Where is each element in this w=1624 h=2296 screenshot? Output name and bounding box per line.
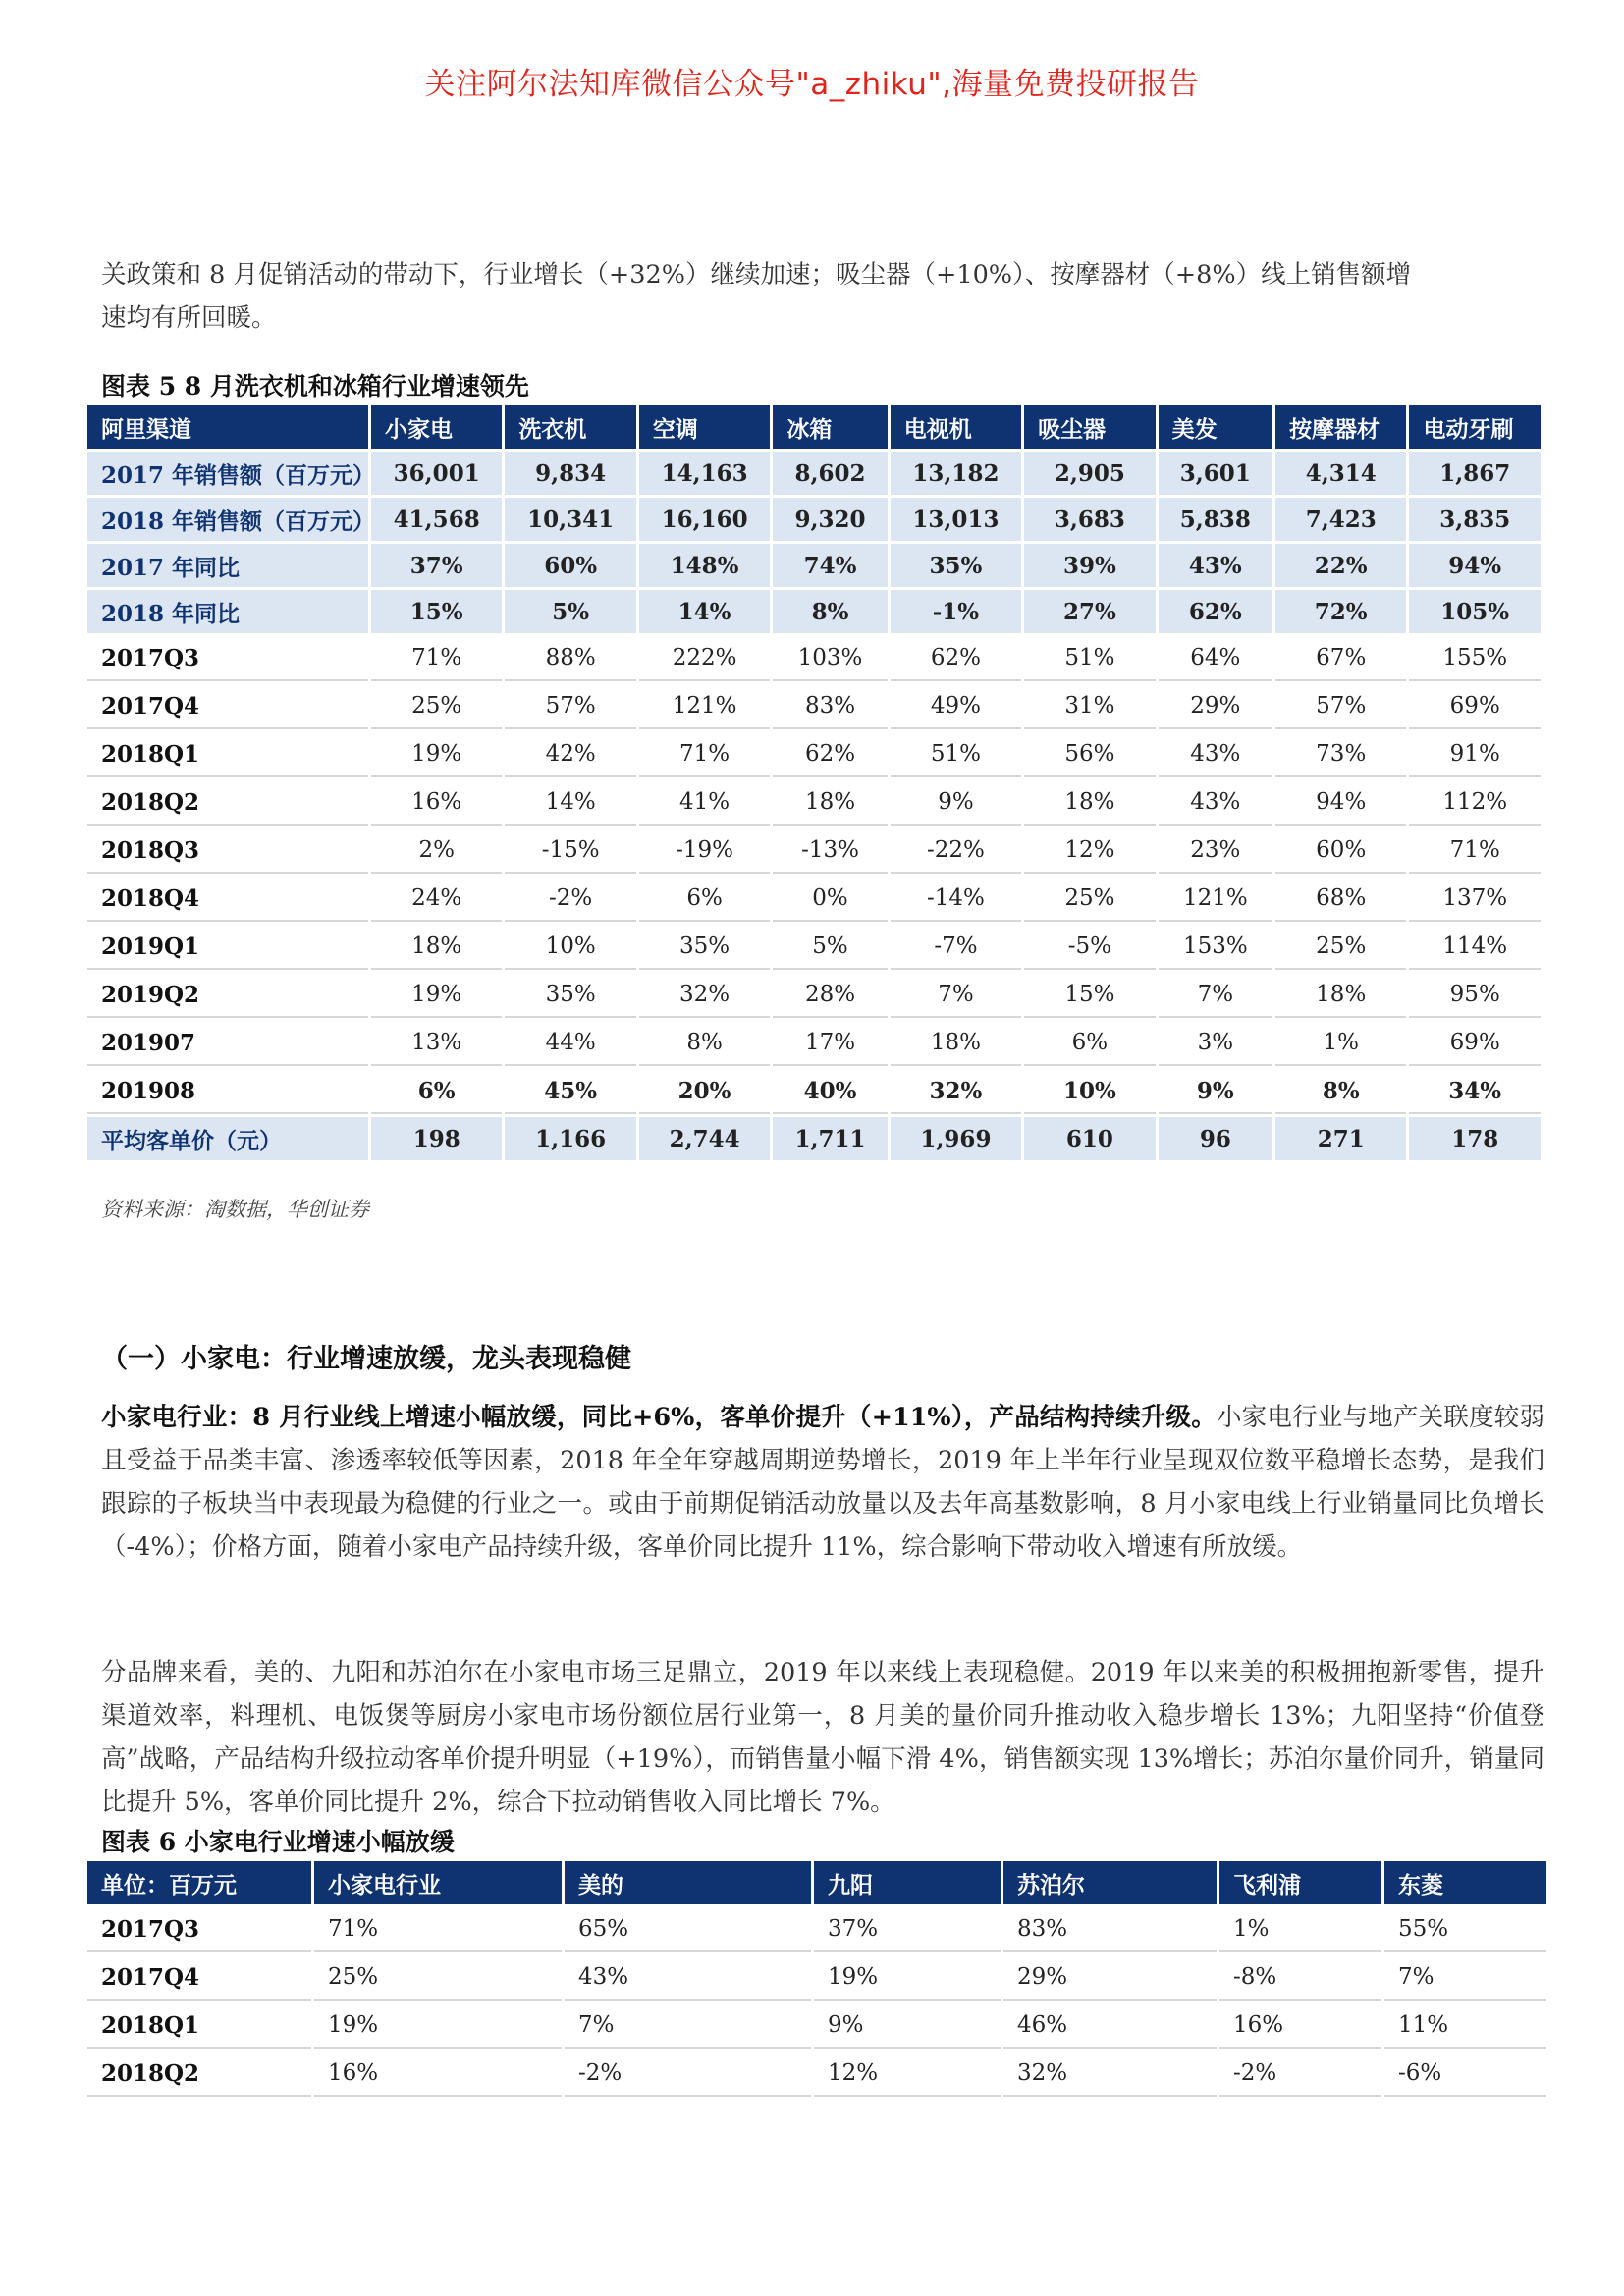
table-cell: 16,160 <box>639 498 770 541</box>
table-cell: -15% <box>505 828 635 874</box>
table-cell: 60% <box>1275 828 1406 874</box>
table-cell: 105% <box>1409 590 1541 633</box>
table6-header-5: 飞利浦 <box>1219 1861 1381 1904</box>
table-row <box>87 590 1541 633</box>
table-cell: 271 <box>1275 1117 1406 1160</box>
table-cell: 18% <box>891 1021 1021 1066</box>
table-cell: 3,835 <box>1409 498 1541 541</box>
table-cell: 14,163 <box>639 452 770 495</box>
table5-header-1: 小家电 <box>371 405 502 449</box>
table-cell: 62% <box>891 636 1021 681</box>
table-cell: 19% <box>371 973 502 1018</box>
table-cell: 155% <box>1409 636 1541 681</box>
table-cell: 15% <box>1024 973 1155 1018</box>
table-cell: 95% <box>1409 973 1541 1018</box>
table-row <box>87 2052 1546 2097</box>
table-cell: 40% <box>773 1069 887 1114</box>
row-label: 2019Q1 <box>87 925 368 970</box>
table-cell: 14% <box>639 590 770 633</box>
section-heading: （一）小家电：行业增速放缓，龙头表现稳健 <box>101 1344 631 1374</box>
table-cell: 148% <box>639 544 770 587</box>
table5-header-8: 按摩器材 <box>1275 405 1406 449</box>
table-cell: 25% <box>1024 877 1155 922</box>
table-cell: 13% <box>371 1021 502 1066</box>
table-cell: 1% <box>1219 1907 1381 1952</box>
table-cell: 10% <box>505 925 635 970</box>
section-paragraph-2: 分品牌来看，美的、九阳和苏泊尔在小家电市场三足鼎立，2019 年以来线上表现稳健。2019 年以来美的积极拥抱新零售，提升渠道效率，料理机、电饭煲等厨房小家电市场份额位居行业第一，8 月美的量价同升推动收入稳步增长 13%；九阳坚持“价值登高”战略，产品结构升级拉动客单价提升明显（+19%），而销售量小幅下滑 4%，销售额实现 13%增长；苏泊尔量价同升，销量同比提升 5%，客单价同比提升 2%，综合下拉动销售收入同比增长 7%。 <box>101 1658 1544 1817</box>
table-cell: 71% <box>1409 828 1541 874</box>
table-cell: 3,601 <box>1159 452 1272 495</box>
table-cell: 56% <box>1024 732 1155 777</box>
table-cell: 62% <box>1159 590 1272 633</box>
table6-caption: 图表 6 小家电行业增速小幅放缓 <box>101 1828 455 1856</box>
table-cell: 43% <box>565 1955 811 2001</box>
table-cell: 3% <box>1159 1021 1272 1066</box>
table-cell: 8,602 <box>773 452 887 495</box>
table-cell: 2% <box>371 828 502 874</box>
table-cell: 25% <box>314 1955 562 2001</box>
table-cell: 2,744 <box>639 1117 770 1160</box>
table-cell: 62% <box>773 732 887 777</box>
table-cell: 51% <box>1024 636 1155 681</box>
table-row <box>87 828 1541 874</box>
table-cell: 19% <box>371 732 502 777</box>
row-label: 2018Q4 <box>87 877 368 922</box>
row-label: 2018 年销售额（百万元） <box>87 498 368 541</box>
table-cell: 74% <box>773 544 887 587</box>
table-cell: 46% <box>1003 2003 1217 2049</box>
table5-caption: 图表 5 8 月洗衣机和冰箱行业增速领先 <box>101 372 529 400</box>
paragraph-1-body: 小家电行业与地产关联度较弱且受益于品类丰富、渗透率较低等因素，2018 年全年穿越周期逆势增长，2019 年上半年行业呈现双位数平稳增长态势，是我们跟踪的子板块当中表现最为稳健的行业之一。或由于前期促销活动放量以及去年高基数影响，8 月小家电线上行业销量同比负增长（-4%）；价格方面，随着小家电产品持续升级，客单价同比提升 11%，综合影响下带动收入增速有所放缓。 <box>101 1403 1544 1562</box>
table-cell: 18% <box>371 925 502 970</box>
table-cell: 10,341 <box>505 498 635 541</box>
table-cell: 5% <box>505 590 635 633</box>
table5-sales-growth <box>84 402 1543 1163</box>
table-row <box>87 1069 1541 1114</box>
table-cell: 9% <box>814 2003 1001 2049</box>
table-cell: 6% <box>639 877 770 922</box>
table-row <box>87 684 1541 729</box>
table-cell: -1% <box>891 590 1021 633</box>
table-cell: 198 <box>371 1117 502 1160</box>
table-cell: 2,905 <box>1024 452 1155 495</box>
row-label: 2017 年销售额（百万元） <box>87 452 368 495</box>
table-cell: 73% <box>1275 732 1406 777</box>
table-cell: 5,838 <box>1159 498 1272 541</box>
table-cell: 51% <box>891 732 1021 777</box>
table-row <box>87 452 1541 495</box>
table-cell: 43% <box>1159 544 1272 587</box>
row-label: 平均客单价（元） <box>87 1117 368 1160</box>
table-cell: 69% <box>1409 684 1541 729</box>
table-cell: 12% <box>1024 828 1155 874</box>
table-cell: 20% <box>639 1069 770 1114</box>
table-cell: 35% <box>639 925 770 970</box>
table-row <box>87 732 1541 777</box>
table-cell: 32% <box>1003 2052 1217 2097</box>
table-cell: 13,013 <box>891 498 1021 541</box>
table-cell: 18% <box>773 780 887 826</box>
row-label: 2017Q4 <box>87 1955 311 2001</box>
table-cell: 16% <box>371 780 502 826</box>
table-cell: 34% <box>1409 1069 1541 1114</box>
table-row <box>87 1907 1546 1952</box>
intro-line-2: 速均有所回暖。 <box>101 303 277 333</box>
table6-header-1: 小家电行业 <box>314 1861 562 1904</box>
table-cell: 41% <box>639 780 770 826</box>
table5-header-3: 空调 <box>639 405 770 449</box>
table-cell: 69% <box>1409 1021 1541 1066</box>
table-cell: -2% <box>565 2052 811 2097</box>
table-cell: 37% <box>814 1907 1001 1952</box>
row-label: 2018Q3 <box>87 828 368 874</box>
table-cell: 88% <box>505 636 635 681</box>
row-label: 2018Q1 <box>87 2003 311 2049</box>
watermark-banner: 关注阿尔法知库微信公众号"a_zhiku",海量免费投研报告 <box>424 67 1200 102</box>
table-cell: 43% <box>1159 732 1272 777</box>
table-cell: 222% <box>639 636 770 681</box>
table-cell: -2% <box>505 877 635 922</box>
table5-header-row <box>87 405 1541 449</box>
table6-header-row <box>87 1861 1546 1904</box>
table-row <box>87 636 1541 681</box>
table-cell: 13,182 <box>891 452 1021 495</box>
table-cell: 7% <box>891 973 1021 1018</box>
table6-brand-growth <box>84 1858 1549 2100</box>
table-cell: 0% <box>773 877 887 922</box>
table5-header-7: 美发 <box>1159 405 1272 449</box>
table-cell: 71% <box>314 1907 562 1952</box>
table-cell: -7% <box>891 925 1021 970</box>
row-label: 2018Q2 <box>87 780 368 826</box>
table6-header-4: 苏泊尔 <box>1003 1861 1217 1904</box>
intro-paragraph <box>101 253 1544 340</box>
table-cell: 42% <box>505 732 635 777</box>
row-label: 2017 年同比 <box>87 544 368 587</box>
table-cell: 23% <box>1159 828 1272 874</box>
table-cell: 610 <box>1024 1117 1155 1160</box>
table5-header-6: 吸尘器 <box>1024 405 1155 449</box>
table-row <box>87 1117 1541 1160</box>
table-cell: 6% <box>1024 1021 1155 1066</box>
table-cell: -22% <box>891 828 1021 874</box>
table-cell: 4,314 <box>1275 452 1406 495</box>
table-cell: 10% <box>1024 1069 1155 1114</box>
table5-source: 资料来源：淘数据，华创证券 <box>101 1198 369 1221</box>
table-row <box>87 498 1541 541</box>
table-cell: 8% <box>1275 1069 1406 1114</box>
table-cell: 31% <box>1024 684 1155 729</box>
table-cell: 43% <box>1159 780 1272 826</box>
table-cell: -8% <box>1219 1955 1381 2001</box>
table-cell: 65% <box>565 1907 811 1952</box>
table-cell: 11% <box>1384 2003 1546 2049</box>
table-cell: 49% <box>891 684 1021 729</box>
table-cell: 37% <box>371 544 502 587</box>
table-cell: 94% <box>1409 544 1541 587</box>
table-cell: 27% <box>1024 590 1155 633</box>
row-label: 2018Q1 <box>87 732 368 777</box>
table-cell: 22% <box>1275 544 1406 587</box>
table-cell: 57% <box>1275 684 1406 729</box>
table-cell: 5% <box>773 925 887 970</box>
table-cell: 96 <box>1159 1117 1272 1160</box>
table6-header-3: 九阳 <box>814 1861 1001 1904</box>
table-cell: 68% <box>1275 877 1406 922</box>
table-cell: 19% <box>314 2003 562 2049</box>
table-cell: 1,867 <box>1409 452 1541 495</box>
table-cell: 29% <box>1003 1955 1217 2001</box>
table-cell: 153% <box>1159 925 1272 970</box>
table-cell: 24% <box>371 877 502 922</box>
table-cell: 8% <box>639 1021 770 1066</box>
table6-header-2: 美的 <box>565 1861 811 1904</box>
table-cell: 64% <box>1159 636 1272 681</box>
table-cell: 72% <box>1275 590 1406 633</box>
table-cell: 19% <box>814 1955 1001 2001</box>
section-paragraph-1 <box>101 1396 1544 1569</box>
table-cell: 114% <box>1409 925 1541 970</box>
table-cell: -13% <box>773 828 887 874</box>
table5-header-2: 洗衣机 <box>505 405 635 449</box>
table-cell: 103% <box>773 636 887 681</box>
table-cell: 18% <box>1024 780 1155 826</box>
table5-header-9: 电动牙刷 <box>1409 405 1541 449</box>
table-cell: 35% <box>891 544 1021 587</box>
table-cell: 18% <box>1275 973 1406 1018</box>
table-cell: 9,834 <box>505 452 635 495</box>
table-row <box>87 877 1541 922</box>
table-cell: 9,320 <box>773 498 887 541</box>
table-cell: 25% <box>1275 925 1406 970</box>
table-cell: 1,711 <box>773 1117 887 1160</box>
table5-header-0: 阿里渠道 <box>87 405 368 449</box>
table-cell: 7,423 <box>1275 498 1406 541</box>
table-cell: 15% <box>371 590 502 633</box>
table-cell: 25% <box>371 684 502 729</box>
table-cell: 28% <box>773 973 887 1018</box>
table-cell: 60% <box>505 544 635 587</box>
table-cell: 32% <box>639 973 770 1018</box>
table-cell: 7% <box>1159 973 1272 1018</box>
table-cell: 39% <box>1024 544 1155 587</box>
table-cell: 12% <box>814 2052 1001 2097</box>
table-row <box>87 780 1541 826</box>
paragraph-1-lead: 小家电行业：8 月行业线上增速小幅放缓，同比+6%，客单价提升（+11%），产品结构持续升级。 <box>101 1403 1217 1432</box>
table-cell: 17% <box>773 1021 887 1066</box>
table-cell: 7% <box>565 2003 811 2049</box>
row-label: 201908 <box>87 1069 368 1114</box>
table-cell: 57% <box>505 684 635 729</box>
table-cell: 16% <box>1219 2003 1381 2049</box>
table-cell: 45% <box>505 1069 635 1114</box>
table-cell: 71% <box>371 636 502 681</box>
row-label: 201907 <box>87 1021 368 1066</box>
table-cell: 1% <box>1275 1021 1406 1066</box>
table-cell: 137% <box>1409 877 1541 922</box>
table-cell: 14% <box>505 780 635 826</box>
table-cell: 91% <box>1409 732 1541 777</box>
table-cell: -19% <box>639 828 770 874</box>
table-cell: 32% <box>891 1069 1021 1114</box>
table-cell: 9% <box>891 780 1021 826</box>
table6-header-6: 东菱 <box>1384 1861 1546 1904</box>
table-cell: 121% <box>639 684 770 729</box>
table6-header-0: 单位：百万元 <box>87 1861 311 1904</box>
table-cell: 9% <box>1159 1069 1272 1114</box>
table-cell: 41,568 <box>371 498 502 541</box>
table-cell: 1,969 <box>891 1117 1021 1160</box>
table-row <box>87 1955 1546 2001</box>
table-cell: 67% <box>1275 636 1406 681</box>
table-cell: 7% <box>1384 1955 1546 2001</box>
table-cell: 8% <box>773 590 887 633</box>
table-row <box>87 544 1541 587</box>
table-cell: 55% <box>1384 1907 1546 1952</box>
table-cell: -14% <box>891 877 1021 922</box>
intro-line-1: 关政策和 8 月促销活动的带动下，行业增长（+32%）继续加速；吸尘器（+10%）、按摩器材（+8%）线上销售额增 <box>101 260 1412 290</box>
row-label: 2017Q3 <box>87 1907 311 1952</box>
table-cell: 178 <box>1409 1117 1541 1160</box>
table-cell: 16% <box>314 2052 562 2097</box>
table-row <box>87 1021 1541 1066</box>
table-row <box>87 925 1541 970</box>
table-cell: 83% <box>1003 1907 1217 1952</box>
row-label: 2017Q3 <box>87 636 368 681</box>
table-cell: 36,001 <box>371 452 502 495</box>
row-label: 2018Q2 <box>87 2052 311 2097</box>
table-row <box>87 973 1541 1018</box>
table-cell: 112% <box>1409 780 1541 826</box>
row-label: 2019Q2 <box>87 973 368 1018</box>
row-label: 2018 年同比 <box>87 590 368 633</box>
table-cell: 94% <box>1275 780 1406 826</box>
table-cell: 6% <box>371 1069 502 1114</box>
table-cell: 29% <box>1159 684 1272 729</box>
table-cell: 3,683 <box>1024 498 1155 541</box>
table-cell: 44% <box>505 1021 635 1066</box>
table-cell: 121% <box>1159 877 1272 922</box>
table-cell: 35% <box>505 973 635 1018</box>
table-cell: -6% <box>1384 2052 1546 2097</box>
table-cell: -2% <box>1219 2052 1381 2097</box>
table-cell: 71% <box>639 732 770 777</box>
table-row <box>87 2003 1546 2049</box>
table-cell: -5% <box>1024 925 1155 970</box>
row-label: 2017Q4 <box>87 684 368 729</box>
table5-header-4: 冰箱 <box>773 405 887 449</box>
table5-header-5: 电视机 <box>891 405 1021 449</box>
table-cell: 1,166 <box>505 1117 635 1160</box>
table-cell: 83% <box>773 684 887 729</box>
